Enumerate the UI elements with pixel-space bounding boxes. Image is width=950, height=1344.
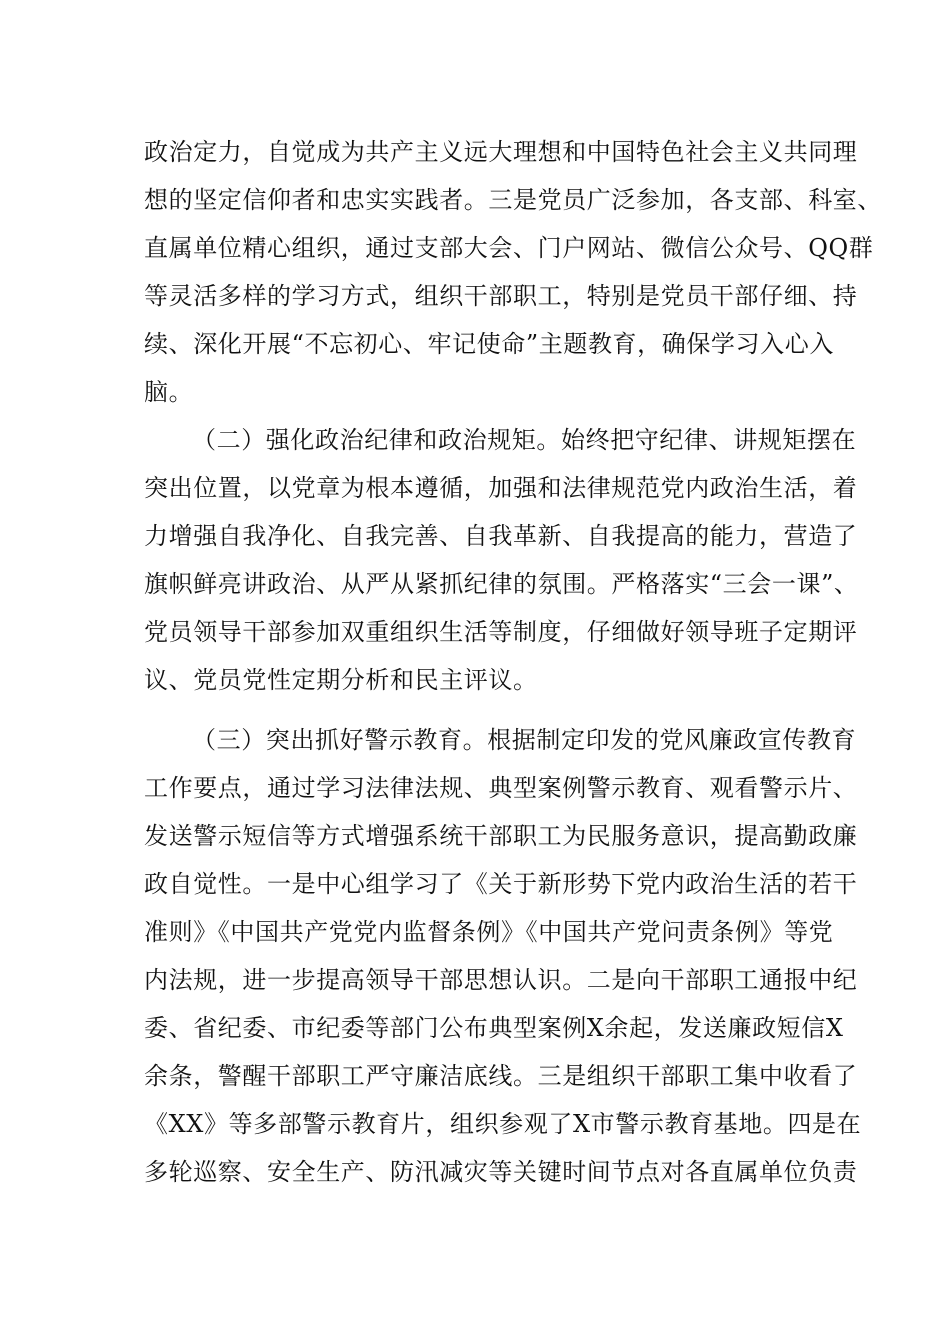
text-line: 等灵活多样的学习方式，组织干部职工，特别是党员干部仔细、持: [144, 282, 858, 310]
text-line: 脑。: [144, 378, 194, 406]
text-line: 党员领导干部参加双重组织生活等制度，仔细做好领导班子定期评: [144, 618, 858, 646]
text-line: 委、省纪委、市纪委等部门公布典型案例X余起，发送廉政短信X: [144, 1014, 844, 1042]
section-heading-line: （二）强化政治纪律和政治规矩。始终把守纪律、讲规矩摆在: [192, 426, 857, 454]
text-line: 政自觉性。一是中心组学习了《关于新形势下党内政治生活的若干: [144, 870, 858, 898]
section-heading-line: （三）突出抓好警示教育。根据制定印发的党风廉政宣传教育: [192, 726, 857, 754]
text-line: 续、深化开展“不忘初心、牢记使命”主题教育，确保学习入心入: [144, 330, 834, 358]
text-line: 工作要点，通过学习法律法规、典型案例警示教育、观看警示片、: [144, 774, 858, 802]
text-line: 旗帜鲜亮讲政治、从严从紧抓纪律的氛围。严格落实“三会一课”、: [144, 570, 859, 598]
text-line: 直属单位精心组织，通过支部大会、门户网站、微信公众号、QQ群: [144, 234, 874, 262]
text-line: 发送警示短信等方式增强系统干部职工为民服务意识，提高勤政廉: [144, 822, 858, 850]
text-line: 内法规，进一步提高领导干部思想认识。二是向干部职工通报中纪: [144, 966, 858, 994]
text-line: 多轮巡察、安全生产、防汛减灾等关键时间节点对各直属单位负责: [144, 1158, 858, 1186]
text-line: 力增强自我净化、自我完善、自我革新、自我提高的能力，营造了: [144, 522, 858, 550]
text-line: 突出位置，以党章为根本遵循，加强和法律规范党内政治生活，着: [144, 474, 858, 502]
text-line: 准则》《中国共产党党内监督条例》《中国共产党问责条例》等党: [144, 918, 834, 946]
text-line: 议、党员党性定期分析和民主评议。: [144, 666, 538, 694]
text-line: 想的坚定信仰者和忠实实践者。三是党员广泛参加，各支部、科室、: [144, 186, 882, 214]
text-line: 政治定力，自觉成为共产主义远大理想和中国特色社会主义共同理: [144, 138, 858, 166]
text-line: 《XX》等多部警示教育片，组织参观了X市警示教育基地。四是在: [144, 1110, 862, 1138]
text-line: 余条，警醒干部职工严守廉洁底线。三是组织干部职工集中收看了: [144, 1062, 858, 1090]
